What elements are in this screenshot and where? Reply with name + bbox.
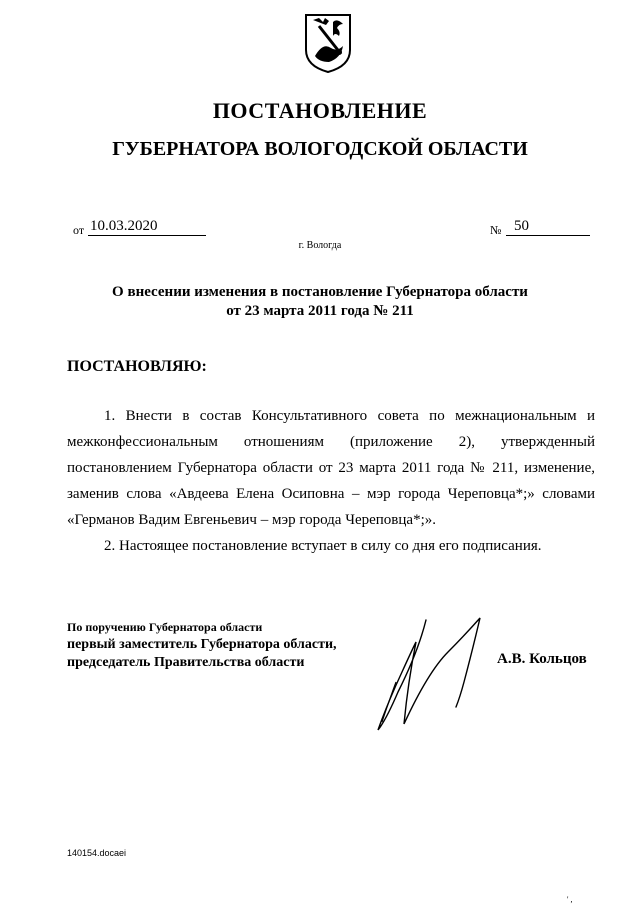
file-reference: 140154.docaei [67, 848, 127, 858]
item-2: 2. Настоящее постановление вступает в силу со дня его подписания. [104, 538, 542, 554]
document-number: 50 [506, 217, 590, 236]
decree-word: ПОСТАНОВЛЯЮ: [67, 358, 207, 375]
signatory-name: А.В. Кольцов [497, 651, 587, 667]
coat-of-arms-icon [303, 12, 353, 74]
number-prefix: № [490, 223, 502, 237]
document-title: ПОСТАНОВЛЕНИЕ [212, 98, 428, 123]
handwritten-signature-icon [368, 612, 498, 737]
signatory-line-3: председатель Правительства области [67, 655, 305, 670]
document-subject [60, 283, 580, 321]
document-date: 10.03.2020 [88, 217, 206, 236]
signatory-line-2: первый заместитель Губернатора области, [67, 637, 337, 652]
scan-marks: ' , [567, 895, 573, 904]
signatory-line-1: По поручению Губернатора области [67, 620, 263, 634]
signatory-position [67, 618, 337, 672]
document-body [67, 403, 595, 559]
subject-line-1: О внесении изменения в постановление Губернатора области [112, 284, 528, 300]
subject-line-2: от 23 марта 2011 года № 211 [226, 303, 414, 319]
date-prefix: от [73, 223, 85, 237]
item-1: 1. Внести в состав Консультативного совета по межнациональным и межконфессиональным отношениям (приложение 2), утвержденный постановлением Губернатора области от 23 марта 2011 года № 211, изменение, заменив слова «Авдеева Елена Осиповна – мэр города Череповца*;» словами «Германов Вадим Евгеньевич – мэр города Череповца*;». [67, 408, 595, 528]
city-label: г. Вологда [298, 240, 342, 251]
document-issuer: ГУБЕРНАТОРА ВОЛОГОДСКОЙ ОБЛАСТИ [112, 138, 528, 160]
